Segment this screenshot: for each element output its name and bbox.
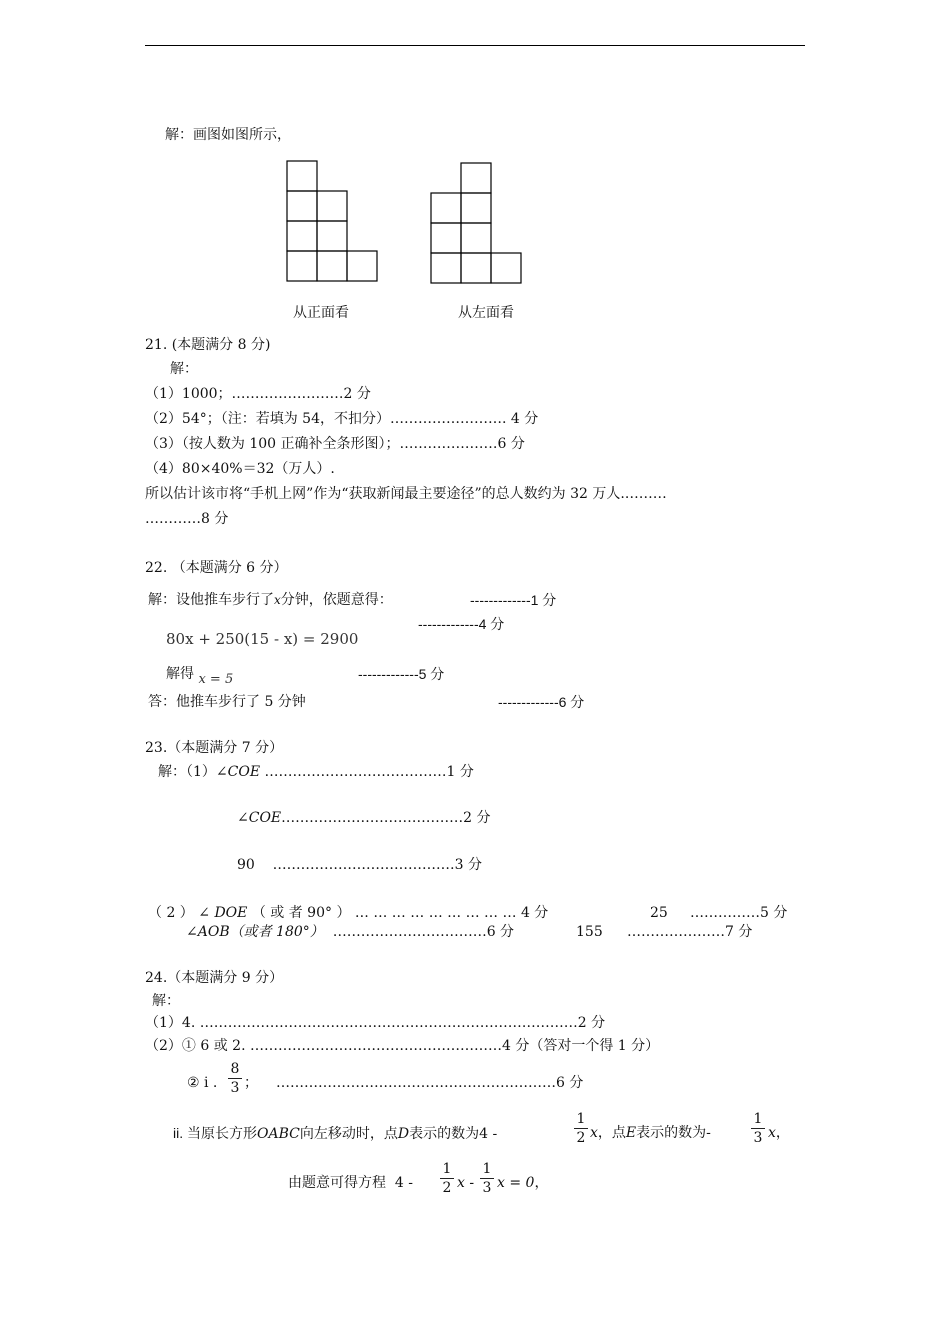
q23-line3-dots: …………………………………3 分 (272, 857, 482, 873)
q23-line5 (186, 925, 514, 939)
q23-title: 23.（本题满分 7 分） (145, 740, 284, 756)
fraction-1-2-a (574, 1112, 588, 1145)
front-square (287, 161, 317, 191)
q23-value-25: 25 (650, 905, 668, 921)
q24-line4-end (768, 1126, 790, 1140)
front-square (347, 251, 377, 281)
q21-line2: （2）54°；（注：若填为 54，不扣分）……………………. 4 分 (145, 411, 539, 427)
q24-line4-text1: ii. 当原长方形 (173, 1125, 257, 1141)
left-square (431, 223, 461, 253)
q23-line1-prefix: 解：（1） (158, 764, 216, 780)
header-rule (145, 45, 805, 46)
left-square (461, 223, 491, 253)
q24-line4-text3: 表示的数为 (409, 1126, 480, 1142)
left-square (461, 193, 491, 223)
left-square (461, 253, 491, 283)
fraction-1-3-a (751, 1112, 765, 1145)
q23-line4 (148, 906, 548, 920)
q23-angle-aob: ∠AOB（或者 180°） (186, 924, 324, 940)
q21-solve: 解： (170, 361, 198, 377)
q24-line5-start (288, 1176, 413, 1190)
front-square (287, 191, 317, 221)
fraction-numerator: 1 (442, 1161, 452, 1177)
front-view-label: 从正面看 (293, 305, 349, 321)
front-square (317, 191, 347, 221)
q21-line6: …………8 分 (145, 511, 229, 527)
q24-line4-text4: ，点 (597, 1125, 626, 1141)
q24-point-d: D (397, 1126, 410, 1142)
q24-line5-text: 由题意可得方程 (288, 1175, 386, 1191)
q22-line1 (148, 593, 393, 607)
q23-angle-coe-2: ∠COE (237, 810, 282, 826)
q24-line4-text5: 表示的数为 (636, 1125, 707, 1141)
q22-solution: x = 5 (198, 672, 234, 687)
q21-line5: 所以估计该市将“手机上网”作为“获取新闻最主要途径”的总人数约为 32 万人.……… (145, 486, 667, 502)
front-square (287, 251, 317, 281)
fraction-bar (751, 1128, 765, 1129)
fraction-denominator: 3 (753, 1130, 763, 1146)
q22-solved-text: 解得 (166, 666, 194, 682)
q22-answer: 答：他推车步行了 5 分钟 (148, 694, 306, 710)
q24-line4-text2: 向左移动时，点 (299, 1126, 398, 1142)
q24-line4-mid (590, 1126, 711, 1140)
q23-line4-rest: （ 或 者 90° ） … … … … … … … … … 4 分 (251, 905, 549, 921)
q23-line5-dots: ……………………………6 分 (332, 924, 515, 940)
q24-line4-expr: 4 - (479, 1126, 498, 1142)
q24-var-x1: x (590, 1125, 598, 1141)
q22-mark4: -------------6 分 (498, 694, 585, 710)
fraction-denominator: 3 (230, 1080, 240, 1096)
fraction-denominator: 2 (442, 1180, 452, 1196)
q23-line1 (158, 765, 474, 779)
left-square (431, 193, 461, 223)
q22-line1-text: 解：设他推车步行了 (148, 592, 274, 608)
q24-title: 24.（本题满分 9 分） (145, 970, 284, 986)
left-square (431, 253, 461, 283)
left-square (461, 163, 491, 193)
fraction-numerator: 8 (230, 1061, 240, 1077)
q23-line1-dots: …………………………………1 分 (264, 764, 474, 780)
q24-line5-comma: ， (534, 1175, 549, 1191)
fraction-bar (480, 1178, 494, 1179)
q24-line5-expr2: x - (457, 1175, 475, 1191)
q22-mark1: -------------1 分 (470, 592, 557, 608)
q24-var-x2: x (768, 1125, 776, 1141)
q23-line2-dots: …………………………………2 分 (281, 810, 491, 826)
q24-line4-start (173, 1126, 497, 1141)
left-view-label: 从左面看 (458, 305, 514, 321)
front-square (287, 221, 317, 251)
q23-line4-mark: ……………5 分 (690, 905, 788, 921)
q24-line5-end (497, 1176, 548, 1190)
q24-point-e: E (625, 1125, 637, 1141)
left-square (491, 253, 521, 283)
fraction-numerator: 1 (753, 1111, 763, 1127)
fraction-denominator: 3 (482, 1180, 492, 1196)
fraction-numerator: 1 (576, 1111, 586, 1127)
front-view-figure (286, 160, 386, 285)
q24-oabc: OABC (257, 1126, 300, 1142)
q24-line5-expr3: x = 0 (497, 1175, 535, 1191)
q24-line3-prefix: ② i . (187, 1075, 218, 1091)
q23-value-90: 90 (237, 857, 255, 873)
q21-line1: （1）1000；……………………2 分 (145, 386, 371, 402)
q23-angle-doe: DOE (214, 905, 248, 921)
q24-line3-dots: ……………………………………………………6 分 (276, 1075, 584, 1091)
q22-mark2: -------------4 分 (418, 616, 505, 632)
q22-line1-end: 分钟，依题意得： (280, 592, 393, 608)
fraction-bar (228, 1078, 242, 1079)
fraction-1-3-b (480, 1162, 494, 1195)
fraction-1-2-b (440, 1162, 454, 1195)
q24-solve: 解： (152, 993, 180, 1009)
q21-line4: （4）80×40%＝32（万人）. (145, 461, 335, 477)
q23-line2 (237, 811, 491, 825)
q24-line1: （1）4. ………………………………………………………………………2 分 (145, 1015, 606, 1031)
q24-line2: （2）① 6 或 2. ………………………………………………4 分（答对一个得 1 分） (145, 1038, 660, 1054)
fraction-denominator: 2 (576, 1130, 586, 1146)
fraction-numerator: 1 (482, 1161, 492, 1177)
q22-title: 22. （本题满分 6 分） (145, 560, 288, 576)
fraction-bar (574, 1128, 588, 1129)
q21-title: 21. (本题满分 8 分) (145, 337, 271, 353)
q24-line5-expr1: 4 - (394, 1175, 413, 1191)
q24-line3-semicolon: ； (244, 1075, 258, 1091)
q22-mark3: -------------5 分 (358, 666, 445, 682)
left-view-figure (430, 162, 530, 287)
q22-line3 (166, 666, 234, 687)
fraction-8-3 (228, 1062, 242, 1095)
q22-equation: 80x + 250(15 - x) = 2900 (166, 630, 359, 648)
intro-text: 解：画图如图所示， (165, 127, 291, 143)
q23-value-155: 155 (576, 924, 603, 940)
q23-line5-mark: …………………7 分 (627, 924, 753, 940)
q23-line4-prefix: （ 2 ） ∠ (148, 905, 210, 921)
q24-line4-comma: ， (775, 1125, 790, 1141)
q23-angle-coe: ∠COE (215, 764, 261, 780)
q21-line3: （3）（按人数为 100 正确补全条形图）；…………………6 分 (145, 436, 525, 452)
q23-line3 (237, 858, 482, 872)
q22-var-x: x (274, 593, 281, 607)
front-square (317, 221, 347, 251)
fraction-bar (440, 1178, 454, 1179)
q24-line4-minus: - (706, 1125, 711, 1141)
front-square (317, 251, 347, 281)
